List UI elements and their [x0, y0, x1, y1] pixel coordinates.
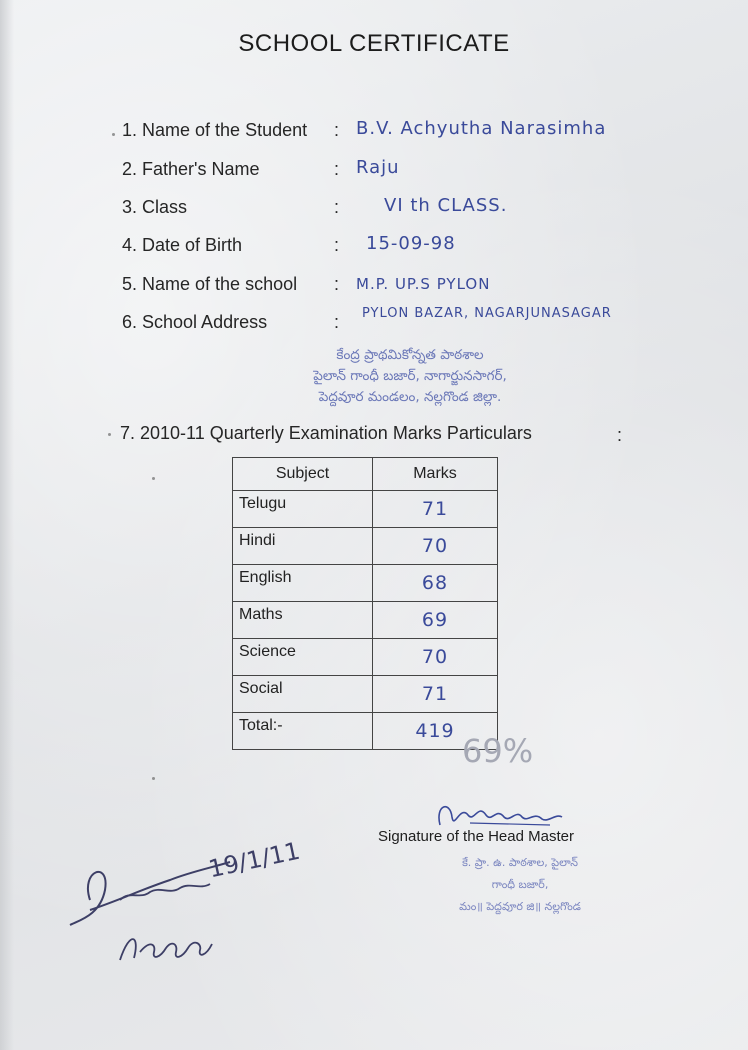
field-label: 6. School Address: [122, 312, 268, 332]
field-colon: :: [334, 159, 340, 179]
marks-cell: 419: [373, 713, 498, 750]
left-annotation: [60, 836, 303, 985]
subject-cell: Telugu: [233, 491, 373, 528]
subject-cell: English: [233, 565, 373, 602]
speck: [152, 477, 155, 480]
table-row: [233, 528, 498, 565]
field-colon: :: [334, 312, 340, 332]
marks-table: [232, 457, 498, 750]
field-value: VI th CLASS.: [384, 195, 508, 216]
stamp-line: మం॥ పెద్దవూర జి॥ నల్లగొండ: [459, 900, 581, 913]
field-label: 3. Class: [122, 197, 188, 217]
header-subject: Subject: [233, 458, 373, 491]
stamp-line: కేంద్ర ప్రాథమికోన్నత పాఠశాల: [336, 347, 484, 363]
field-label: 4. Date of Birth: [122, 235, 243, 255]
percentage-note: 69%: [462, 732, 534, 770]
scanner-edge: [0, 0, 14, 1050]
subject-cell: Social: [233, 676, 373, 713]
table-header-row: [233, 458, 498, 491]
speck: [152, 777, 155, 780]
table-row: [233, 565, 498, 602]
field-colon: :: [334, 274, 340, 294]
field-value: 15-09-98: [366, 233, 456, 254]
marks-cell: 68: [373, 565, 498, 602]
field-value: M.P. UP.S PYLON: [356, 275, 491, 293]
section-marks-colon: :: [617, 425, 623, 445]
field-class: [122, 197, 722, 221]
field-value: Raju: [356, 157, 400, 178]
field-label: 2. Father's Name: [122, 159, 260, 179]
table-row: [233, 491, 498, 528]
field-colon: :: [334, 197, 340, 217]
field-date-of-birth: [122, 235, 722, 259]
field-father-name: [122, 159, 722, 183]
table-row: [233, 676, 498, 713]
head-master-stamp: [410, 852, 630, 918]
field-colon: :: [334, 120, 340, 140]
table-row: [233, 639, 498, 676]
field-school-address: [122, 306, 722, 336]
subject-cell: Maths: [233, 602, 373, 639]
subject-cell: Total:-: [233, 713, 373, 750]
field-label: 5. Name of the school: [122, 274, 298, 294]
speck: [112, 133, 115, 136]
table-row: [233, 602, 498, 639]
table-row-total: [233, 713, 498, 750]
marks-cell: 71: [373, 491, 498, 528]
marks-cell: 70: [373, 528, 498, 565]
certificate-title: SCHOOL CERTIFICATE: [238, 30, 510, 57]
section-marks-heading: 7. 2010-11 Quarterly Examination Marks Particulars: [120, 423, 532, 443]
speck: [108, 433, 111, 436]
field-school-name: [122, 274, 722, 298]
field-value: B.V. Achyutha Narasimha: [356, 118, 607, 139]
header-marks: Marks: [373, 458, 498, 491]
stamp-line: కే. ప్రా. ఉ. పాఠశాల, పైలాన్: [462, 856, 578, 869]
stamp-line: పైలాన్ గాంధీ బజార్, నాగార్జునసాగర్,: [313, 368, 507, 384]
stamp-line: గాంధీ బజార్,: [491, 878, 549, 891]
subject-cell: Hindi: [233, 528, 373, 565]
stamp-line: పెద్దవూర మండలం, నల్లగొండ జిల్లా.: [318, 389, 502, 405]
school-stamp: [260, 345, 560, 408]
marks-cell: 70: [373, 639, 498, 676]
signature-label: Signature of the Head Master: [378, 828, 574, 845]
field-student-name: [122, 120, 722, 144]
marks-cell: 71: [373, 676, 498, 713]
field-value: PYLON BAZAR, NAGARJUNASAGAR: [362, 306, 612, 321]
marks-cell: 69: [373, 602, 498, 639]
field-label: 1. Name of the Student: [122, 120, 308, 140]
annotation-date: 19/1/11: [206, 836, 303, 884]
subject-cell: Science: [233, 639, 373, 676]
field-colon: :: [334, 235, 340, 255]
